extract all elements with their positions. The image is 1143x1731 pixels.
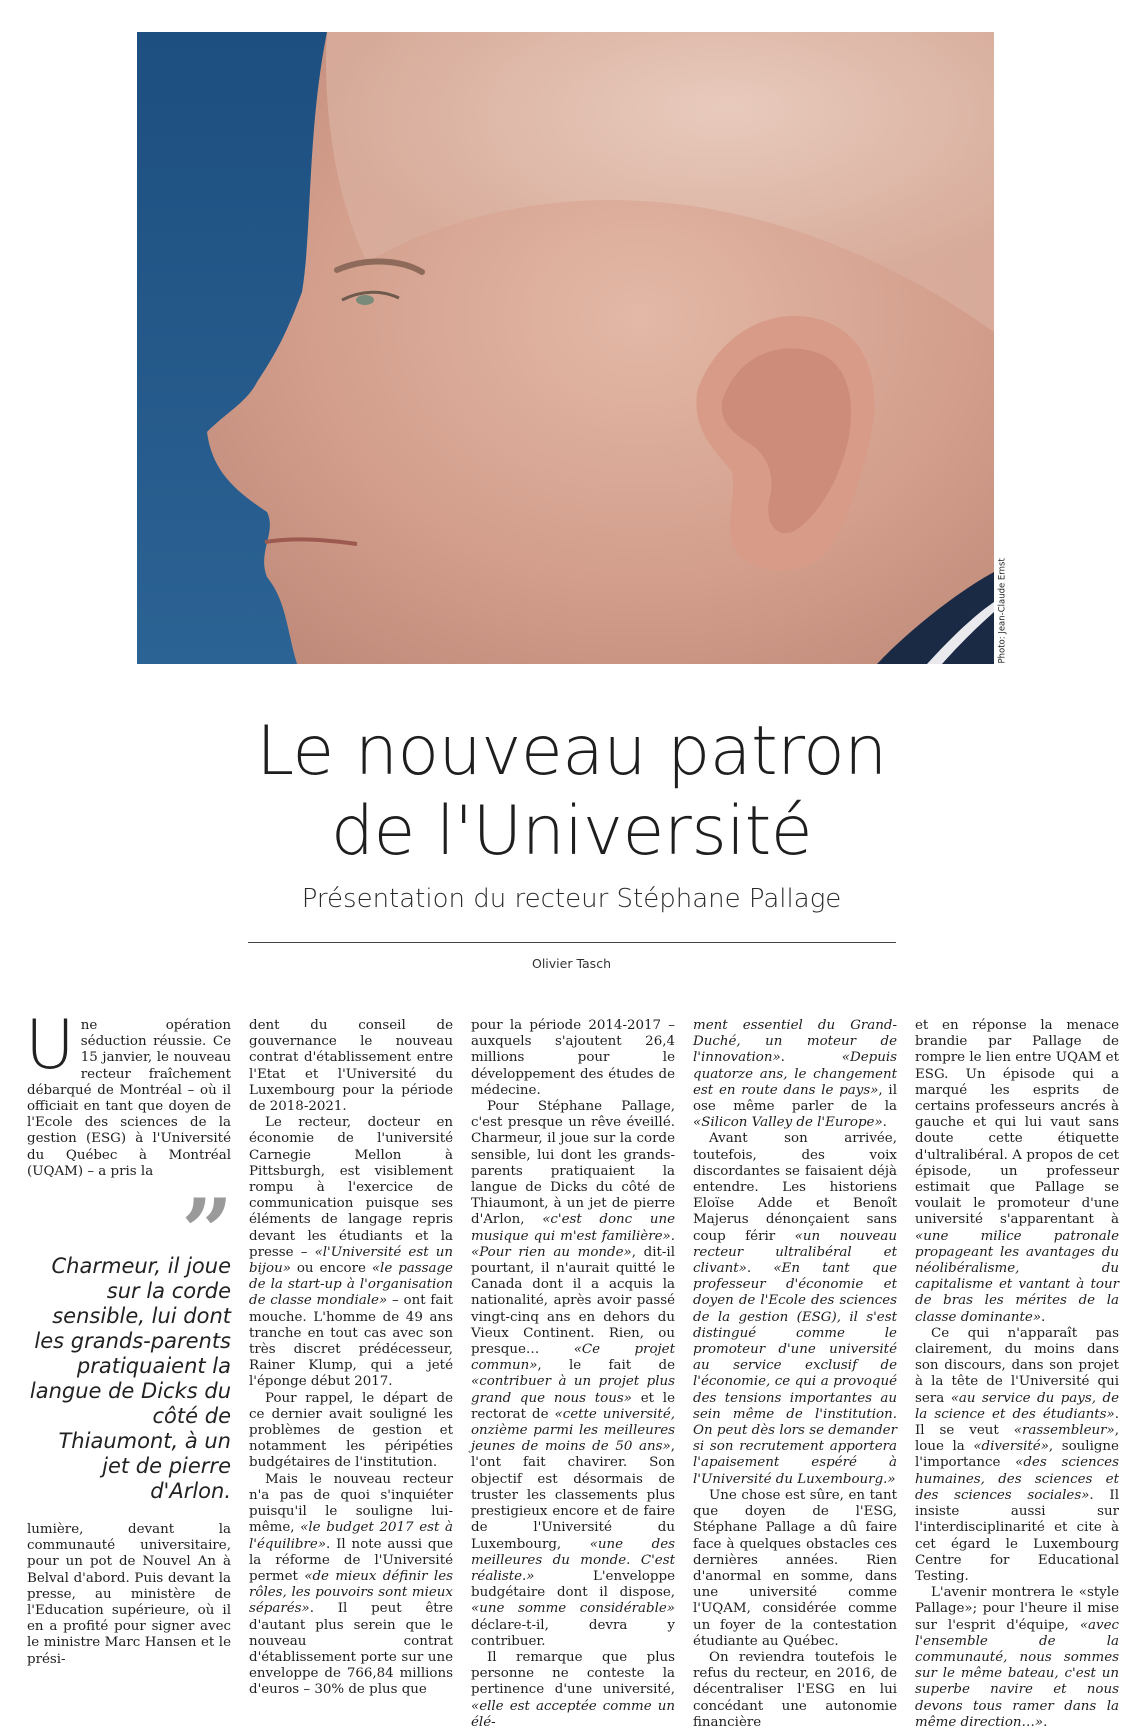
paragraph: Une chose est sûre, en tant que doyen de l'ESG, Stéphane Pallage a dû faire face à quelques obstacles ces dernières années. Rien d'anormal en somme, dans une université comme l'UQAM, considérée comme un foyer de la contestation étudiante au Québec.	[693, 1487, 897, 1649]
paragraph: Pour rappel, le départ de ce dernier avait souligné les problèmes de gestion et notamment les péripéties budgétaires de l'institution.	[249, 1390, 453, 1471]
paragraph: et en réponse la menace brandie par Pallage de rompre le lien entre UQAM et ESG. Un épisode qui a marqué les esprits de certains professeurs ancrés à gauche et qui lui vaut sans doute cette étiquette d'ultralibéral. A propos de cet épisode, un professeur estimait que Pallage se voulait le promoteur d'une université s'apparentant à «une milice patronale propageant les avantages du néolibéralisme, du capitalisme et vantant à tour de bras les mérites de la classe dominante».	[915, 1018, 1119, 1325]
paragraph: Avant son arrivée, toutefois, des voix discordantes se faisaient déjà entendre. Les historiens Eloïse Adde et Benoît Majerus dénonçaient sans coup férir «un nouveau recteur ultralibéral et clivant». «En tant que professeur d'économie et doyen de l'Ecole des sciences de la gestion (ESG), il s'est distingué comme le promoteur d'une université au service exclusif de l'économie, ce qui a provoqué des tensions importantes au sein même de l'institution. On peut dès lors se demander si son recrutement apportera l'apaisement espéré à l'Université du Luxembourg.»	[693, 1131, 897, 1487]
paragraph: Le recteur, docteur en économie de l'université Carnegie Mellon à Pittsburgh, est visiblement rompu à l'exercice de communication puisque ses éléments de langage repris devant les étudiants et la presse – «l'Université est un bijou» ou encore «le passage de la start-up à l'organisation de classe mondiale» – ont fait mouche. L'homme de 49 ans tranche en tout cas avec son très discret prédécesseur, Rainer Klump, qui a jeté l'éponge début 2017.	[249, 1115, 454, 1390]
paragraph: lumière, devant la communauté universitaire, pour un pot de Nouvel An à Belval d'abord. Puis devant la presse, au ministère de l'Education supérieure, où il en a profité pour signer avec le ministre Marc Hansen et le prési-	[27, 1522, 231, 1667]
paragraph: Il remarque que plus personne ne conteste la pertinence d'une université, «elle est acceptée comme un élé-	[471, 1649, 675, 1730]
paragraph: ment essentiel du Grand-Duché, un moteur de l'innovation». «Depuis quatorze ans, le changement est en route dans le pays», il ose même parler de la «Silicon Valley de l'Europe».	[693, 1018, 897, 1131]
paragraph: Une opération séduction réussie. Ce 15 janvier, le nouveau recteur fraîchement débarqué de Montréal – où il officiait en tant que doyen de l'Ecole des sciences de la gestion (ESG) à l'Université du Québec à Montréal (UQAM) – a pris la	[25, 1006, 231, 1179]
paragraph: L'avenir montrera le «style Pallage»; pour l'heure il mise sur l'esprit d'équipe, «avec l'ensemble de la communauté, nous sommes sur le même bateau, c'est un superbe navire et nous devons tous ramer dans la même direction…».	[915, 1585, 1119, 1730]
article-subtitle: Présentation du recteur Stéphane Pallage	[301, 884, 842, 914]
paragraph: Mais le nouveau recteur n'a pas de quoi s'inquiéter puisqu'il le souligne lui-même, «le budget 2017 est à l'équilibre». Il note aussi que la réforme de l'Université permet «de mieux définir les rôles, les pouvoirs sont mieux séparés». Il peut être d'autant plus serein que le nouveau contrat d'établissement porte sur une enveloppe de 766,84 millions d'euros – 30% de plus que	[249, 1471, 454, 1698]
article-column-2	[249, 1018, 453, 1699]
pullquote-text: Charmeur, il joue sur la corde sensible, lui dont les grands-parents pratiquaient la langue de Dicks du côté de Thiaumont, à un jet de pierre d'Arlon.	[29, 1254, 231, 1504]
article-byline: Olivier Tasch	[532, 956, 611, 971]
title-line-1: Le nouveau patron	[256, 712, 887, 791]
photo-credit: Photo: Jean-Claude Ernst	[997, 558, 1008, 664]
pullquote	[27, 1179, 231, 1504]
article-column-3	[471, 1018, 675, 1731]
portrait-photo	[137, 32, 994, 664]
paragraph: Pour Stéphane Pallage, c'est presque un rêve éveillé. Charmeur, il joue sur la corde sensible, lui dont les grands-parents pratiquaient la langue de Dicks du côté de Thiaumont, à un jet de pierre d'Arlon, «c'est donc une musique qui m'est familière». «Pour rien au monde», dit-il pourtant, il n'aurait quitté le Canada dont il a acquis la nationalité, après avoir passé vingt-cinq ans en dehors du Vieux Continent. Rien, ou presque… «Ce projet commun», le fait de «contribuer à un projet plus grand que nous tous» et le rectorat de «cette université, onzième parmi les meilleures jeunes de moins de 50 ans», l'ont fait chavirer. Son objectif est désormais de truster les classements plus prestigieux encore et de faire de l'Université du Luxembourg, «une des meilleures du monde. C'est réaliste.» L'enveloppe budgétaire dont il dispose, «une somme considérable» déclare-t-il, devra y contribuer.	[471, 1099, 675, 1649]
dropcap-letter: U	[25, 1006, 75, 1085]
article-column-1	[25, 1006, 231, 1668]
article-title	[150, 712, 993, 872]
title-divider	[248, 942, 896, 943]
title-line-2: de l'Université	[330, 792, 813, 871]
paragraph: On reviendra toutefois le refus du recteur, en 2016, de décentraliser l'ESG en lui concédant une autonomie financière	[693, 1649, 897, 1730]
article-column-5	[915, 1018, 1119, 1731]
quote-mark-icon: ”	[181, 1179, 223, 1286]
paragraph: pour la période 2014-2017 – auxquels s'ajoutent 26,4 millions pour le développement des études de médecine.	[471, 1018, 675, 1098]
paragraph: Ce qui n'apparaît pas clairement, du moins dans son discours, dans son projet à la tête de l'Université qui sera «au service du pays, de la science et des étudiants». Il se veut «rassembleur», loue la «diversité», souligne l'importance «des sciences humaines, des sciences et des sciences sociales». Il insiste aussi sur l'interdisciplinarité et cite à cet égard le Luxembourg Centre for Educational Testing.	[915, 1325, 1119, 1584]
paragraph: dent du conseil de gouvernance le nouveau contrat d'établissement entre l'Etat et l'Université du Luxembourg pour la période de 2018-2021.	[249, 1018, 453, 1115]
article-column-4	[693, 1018, 897, 1731]
